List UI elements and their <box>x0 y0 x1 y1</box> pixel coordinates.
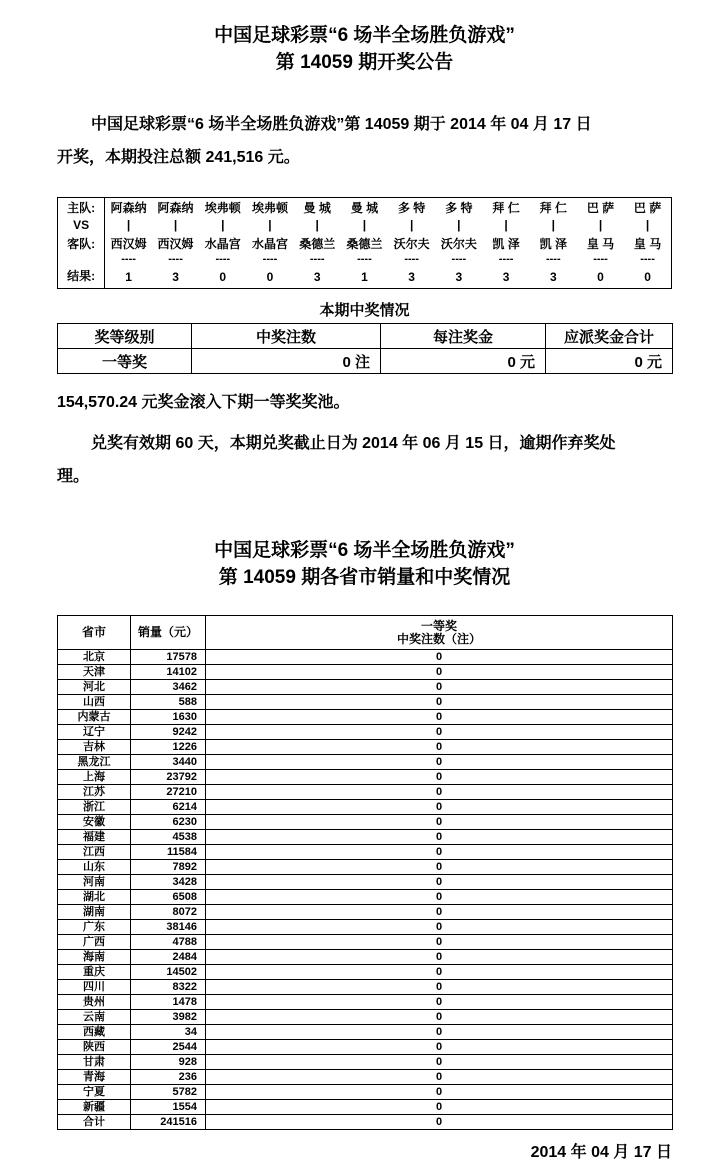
match-cell-col10: 拜 仁 <box>539 200 567 215</box>
province-sales: 3428 <box>131 875 206 890</box>
match-table-body <box>58 198 672 289</box>
province-name: 湖南 <box>58 905 131 920</box>
province-prize-count: 0 <box>206 665 673 680</box>
match-cell-col9: 凯 泽 <box>492 236 520 251</box>
prize-total: 0 元 <box>546 349 673 374</box>
province-prize-count: 0 <box>206 920 673 935</box>
match-row-result <box>58 265 672 289</box>
province-row <box>58 740 673 755</box>
province-prize-count: 0 <box>206 905 673 920</box>
province-header-sales: 销量（元） <box>131 616 206 650</box>
province-row <box>58 1100 673 1115</box>
match-row-vs <box>58 217 672 234</box>
match-cell-col10: 3 <box>549 270 557 284</box>
province-sales: 8072 <box>131 905 206 920</box>
province-sales: 1478 <box>131 995 206 1010</box>
redeem-paragraph <box>57 427 672 493</box>
prize-header-1: 中奖注数 <box>192 324 381 349</box>
province-title-line1: 中国足球彩票“6 场半全场胜负游戏” <box>214 540 515 561</box>
province-sales: 928 <box>131 1055 206 1070</box>
intro-line1: 中国足球彩票“6 场半全场胜负游戏”第 14059 期于 2014 年 04 月 17 日 <box>91 116 592 133</box>
province-name: 江苏 <box>58 785 131 800</box>
province-name: 天津 <box>58 665 131 680</box>
province-prize-count: 0 <box>206 1010 673 1025</box>
province-row <box>58 965 673 980</box>
province-prize-count: 0 <box>206 785 673 800</box>
province-row <box>58 800 673 815</box>
prize-header-0: 奖等级别 <box>58 324 192 349</box>
footer-date: 2014 年 04 月 17 日 <box>530 1144 672 1161</box>
match-row-label: 客队: <box>58 234 105 253</box>
province-prize-count: 0 <box>206 1055 673 1070</box>
match-row-label: VS <box>58 217 105 234</box>
province-prize-count: 0 <box>206 875 673 890</box>
province-prize-count: 0 <box>206 845 673 860</box>
province-sales: 6230 <box>131 815 206 830</box>
province-sales: 34 <box>131 1025 206 1040</box>
match-cell-col3: 0 <box>219 270 227 284</box>
match-cell-col4: 0 <box>266 270 274 284</box>
province-sales: 9242 <box>131 725 206 740</box>
province-prize-count: 0 <box>206 815 673 830</box>
prize-count: 0 注 <box>192 349 381 374</box>
province-name: 贵州 <box>58 995 131 1010</box>
match-cell-col7: 多 特 <box>397 200 426 215</box>
match-cell-col8: | <box>457 218 461 232</box>
province-row <box>58 995 673 1010</box>
prize-header-2: 每注奖金 <box>381 324 546 349</box>
match-row-label: 结果: <box>58 265 105 289</box>
province-row <box>58 935 673 950</box>
province-row <box>58 650 673 665</box>
match-cell-col3: ---- <box>215 252 231 265</box>
match-cell-col5: 桑德兰 <box>299 236 336 251</box>
province-sales: 4788 <box>131 935 206 950</box>
rollover-text: 154,570.24 元奖金滚入下期一等奖奖池。 <box>57 394 350 411</box>
province-prize-count: 0 <box>206 755 673 770</box>
match-cell-col1: ---- <box>121 252 136 265</box>
match-cell-col11: ---- <box>593 252 608 265</box>
match-cell-col12: 皇 马 <box>633 236 662 251</box>
province-header-prize-line2: 中奖注数（注） <box>396 631 481 646</box>
match-cell-col7: ---- <box>404 252 419 265</box>
province-sales: 236 <box>131 1070 206 1085</box>
match-cell-col1: 1 <box>125 270 132 284</box>
province-prize-count: 0 <box>206 980 673 995</box>
redeem-line2: 理。 <box>57 468 90 485</box>
province-sales: 1630 <box>131 710 206 725</box>
province-sales: 3982 <box>131 1010 206 1025</box>
province-name: 上海 <box>58 770 131 785</box>
province-prize-count: 0 <box>206 1025 673 1040</box>
province-table-body <box>58 616 673 1130</box>
province-row <box>58 725 673 740</box>
province-header-prize-line1: 一等奖 <box>420 618 457 633</box>
match-cell-col2: 阿森纳 <box>157 200 194 215</box>
match-cell-col7: | <box>409 218 414 232</box>
match-cell-col8: 3 <box>455 270 463 284</box>
province-name: 河北 <box>58 680 131 695</box>
match-cell-col11: | <box>598 218 603 232</box>
redeem-line1: 兑奖有效期 60 天，本期兑奖截止日为 2014 年 06 月 15 日，逾期作弃奖处 <box>91 435 616 452</box>
match-cell-col12: 巴 萨 <box>633 200 662 215</box>
intro-paragraph <box>57 108 672 174</box>
province-prize-count: 0 <box>206 1100 673 1115</box>
province-row <box>58 845 673 860</box>
match-cell-col3: 水晶宫 <box>204 236 241 251</box>
province-prize-count: 0 <box>206 695 673 710</box>
province-prize-count: 0 <box>206 770 673 785</box>
province-sales: 7892 <box>131 860 206 875</box>
province-sales: 14102 <box>131 665 206 680</box>
match-row-home <box>58 198 672 217</box>
province-name: 广东 <box>58 920 131 935</box>
match-cell-col11: 皇 马 <box>586 236 615 251</box>
province-name: 陕西 <box>58 1040 131 1055</box>
match-cell-col1: | <box>126 218 131 232</box>
province-section-title <box>57 493 672 591</box>
province-prize-count: 0 <box>206 800 673 815</box>
province-name: 青海 <box>58 1070 131 1085</box>
match-cell-col1: 阿森纳 <box>110 200 147 215</box>
province-name: 浙江 <box>58 800 131 815</box>
match-cell-col9: ---- <box>498 252 514 265</box>
prize-level: 一等奖 <box>58 349 192 374</box>
prize-header-3: 应派奖金合计 <box>546 324 673 349</box>
province-row <box>58 1010 673 1025</box>
province-name: 河南 <box>58 875 131 890</box>
province-header-row <box>58 616 673 650</box>
province-name: 黑龙江 <box>58 755 131 770</box>
province-prize-count: 0 <box>206 935 673 950</box>
province-name: 甘肃 <box>58 1055 131 1070</box>
province-sales: 2484 <box>131 950 206 965</box>
province-name: 广西 <box>58 935 131 950</box>
province-sales-table <box>57 615 673 1130</box>
province-row <box>58 1040 673 1055</box>
province-name: 湖北 <box>58 890 131 905</box>
match-row-label: 主队: <box>58 198 105 217</box>
province-row <box>58 770 673 785</box>
match-cell-col6: 桑德兰 <box>346 236 383 251</box>
province-sales: 588 <box>131 695 206 710</box>
province-name: 山西 <box>58 695 131 710</box>
province-prize-count: 0 <box>206 860 673 875</box>
province-row <box>58 830 673 845</box>
match-cell-col8: 沃尔夫 <box>440 236 477 251</box>
province-sales: 27210 <box>131 785 206 800</box>
province-title-line2: 第 14059 期各省市销量和中奖情况 <box>218 567 511 588</box>
province-sales: 8322 <box>131 980 206 995</box>
match-cell-col10: | <box>551 218 555 232</box>
province-row <box>58 710 673 725</box>
province-name: 福建 <box>58 830 131 845</box>
province-row <box>58 1055 673 1070</box>
province-row <box>58 1025 673 1040</box>
province-sales: 6214 <box>131 800 206 815</box>
province-name: 江西 <box>58 845 131 860</box>
match-cell-col11: 巴 萨 <box>586 200 615 215</box>
match-cell-col10: ---- <box>545 252 561 265</box>
document-content <box>57 0 672 1162</box>
province-sales: 38146 <box>131 920 206 935</box>
match-cell-col9: | <box>504 218 508 232</box>
province-name: 内蒙古 <box>58 710 131 725</box>
province-prize-count: 0 <box>206 965 673 980</box>
match-cell-col7: 3 <box>408 270 415 284</box>
match-cell-col5: 曼 城 <box>303 200 331 215</box>
province-row <box>58 920 673 935</box>
province-sales: 3462 <box>131 680 206 695</box>
province-prize-count: 0 <box>206 725 673 740</box>
prize-header-row <box>58 324 673 349</box>
province-prize-count: 0 <box>206 650 673 665</box>
match-cell-col6: 曼 城 <box>350 200 379 215</box>
match-cell-col9: 3 <box>502 270 510 284</box>
province-sales: 4538 <box>131 830 206 845</box>
province-name: 云南 <box>58 1010 131 1025</box>
province-sales: 23792 <box>131 770 206 785</box>
province-name: 重庆 <box>58 965 131 980</box>
announcement-title-line2: 第 14059 期开奖公告 <box>275 52 454 73</box>
match-cell-col4: 水晶宫 <box>251 236 288 251</box>
match-cell-col7: 沃尔夫 <box>393 236 430 251</box>
match-row-away <box>58 234 672 253</box>
province-sales: 11584 <box>131 845 206 860</box>
match-cell-col5: | <box>315 218 319 232</box>
province-sales: 14502 <box>131 965 206 980</box>
match-cell-col8: ---- <box>451 252 467 265</box>
province-row <box>58 950 673 965</box>
province-sales: 3440 <box>131 755 206 770</box>
province-row <box>58 680 673 695</box>
province-sales: 1226 <box>131 740 206 755</box>
match-cell-col12: ---- <box>640 252 655 265</box>
province-name: 四川 <box>58 980 131 995</box>
province-row <box>58 860 673 875</box>
prize-data-row <box>58 349 673 374</box>
province-name: 山东 <box>58 860 131 875</box>
province-name: 辽宁 <box>58 725 131 740</box>
province-row <box>58 695 673 710</box>
province-prize-count: 0 <box>206 1070 673 1085</box>
province-prize-count: 0 <box>206 1085 673 1100</box>
match-cell-col4: | <box>268 218 272 232</box>
province-row <box>58 875 673 890</box>
province-row <box>58 785 673 800</box>
match-cell-col6: | <box>362 218 367 232</box>
match-cell-col6: 1 <box>361 270 368 284</box>
match-cell-col3: | <box>221 218 225 232</box>
province-sales: 1554 <box>131 1100 206 1115</box>
province-prize-count: 0 <box>206 890 673 905</box>
announcement-title-line1: 中国足球彩票“6 场半全场胜负游戏” <box>214 25 515 46</box>
province-name: 西藏 <box>58 1025 131 1040</box>
province-name: 安徽 <box>58 815 131 830</box>
match-cell-col11: 0 <box>597 270 604 284</box>
province-sales: 5782 <box>131 1085 206 1100</box>
match-cell-col10: 凯 泽 <box>539 236 567 251</box>
match-cell-col2: 3 <box>172 270 179 284</box>
province-prize-count: 0 <box>206 710 673 725</box>
province-prize-count: 0 <box>206 830 673 845</box>
province-row <box>58 890 673 905</box>
match-cell-col8: 多 特 <box>445 200 473 215</box>
match-cell-col1: 西汉姆 <box>110 236 147 251</box>
province-prize-count: 0 <box>206 740 673 755</box>
province-header-province: 省市 <box>58 616 131 650</box>
match-cell-col6: ---- <box>357 252 372 265</box>
province-row <box>58 1085 673 1100</box>
match-results-table <box>57 197 672 289</box>
province-name: 吉林 <box>58 740 131 755</box>
province-row <box>58 980 673 995</box>
province-name: 北京 <box>58 650 131 665</box>
province-prize-count: 0 <box>206 950 673 965</box>
intro-line2: 开奖，本期投注总额 241,516 元。 <box>57 149 300 166</box>
province-row <box>58 905 673 920</box>
match-cell-col2: 西汉姆 <box>157 236 194 251</box>
match-cell-col4: 埃弗顿 <box>251 200 288 215</box>
province-name: 宁夏 <box>58 1085 131 1100</box>
prize-table-body <box>58 324 673 374</box>
province-sales: 2544 <box>131 1040 206 1055</box>
province-name: 新疆 <box>58 1100 131 1115</box>
province-prize-count: 0 <box>206 995 673 1010</box>
match-cell-col2: | <box>173 218 178 232</box>
province-sales: 6508 <box>131 890 206 905</box>
prize-per-bet: 0 元 <box>381 349 546 374</box>
match-cell-col2: ---- <box>168 252 183 265</box>
match-cell-col5: ---- <box>309 252 325 265</box>
province-sales: 241516 <box>131 1115 206 1130</box>
province-prize-count: 0 <box>206 1040 673 1055</box>
province-row <box>58 755 673 770</box>
province-prize-count: 0 <box>206 680 673 695</box>
province-row <box>58 1070 673 1085</box>
prize-section-title: 本期中奖情况 <box>319 302 410 319</box>
match-row-separator <box>58 253 672 265</box>
province-total-row <box>58 1115 673 1130</box>
match-row-label <box>58 253 105 265</box>
match-cell-col3: 埃弗顿 <box>204 200 241 215</box>
announcement-title <box>57 0 672 76</box>
match-cell-col12: 0 <box>644 270 651 284</box>
province-name: 合计 <box>58 1115 131 1130</box>
match-cell-col9: 拜 仁 <box>492 200 520 215</box>
province-header-prize <box>206 616 673 650</box>
match-cell-col5: 3 <box>313 270 321 284</box>
province-sales: 17578 <box>131 650 206 665</box>
match-cell-col4: ---- <box>262 252 278 265</box>
prize-table <box>57 323 673 374</box>
province-prize-count: 0 <box>206 1115 673 1130</box>
match-cell-col12: | <box>645 218 650 232</box>
province-name: 海南 <box>58 950 131 965</box>
province-row <box>58 815 673 830</box>
province-row <box>58 665 673 680</box>
